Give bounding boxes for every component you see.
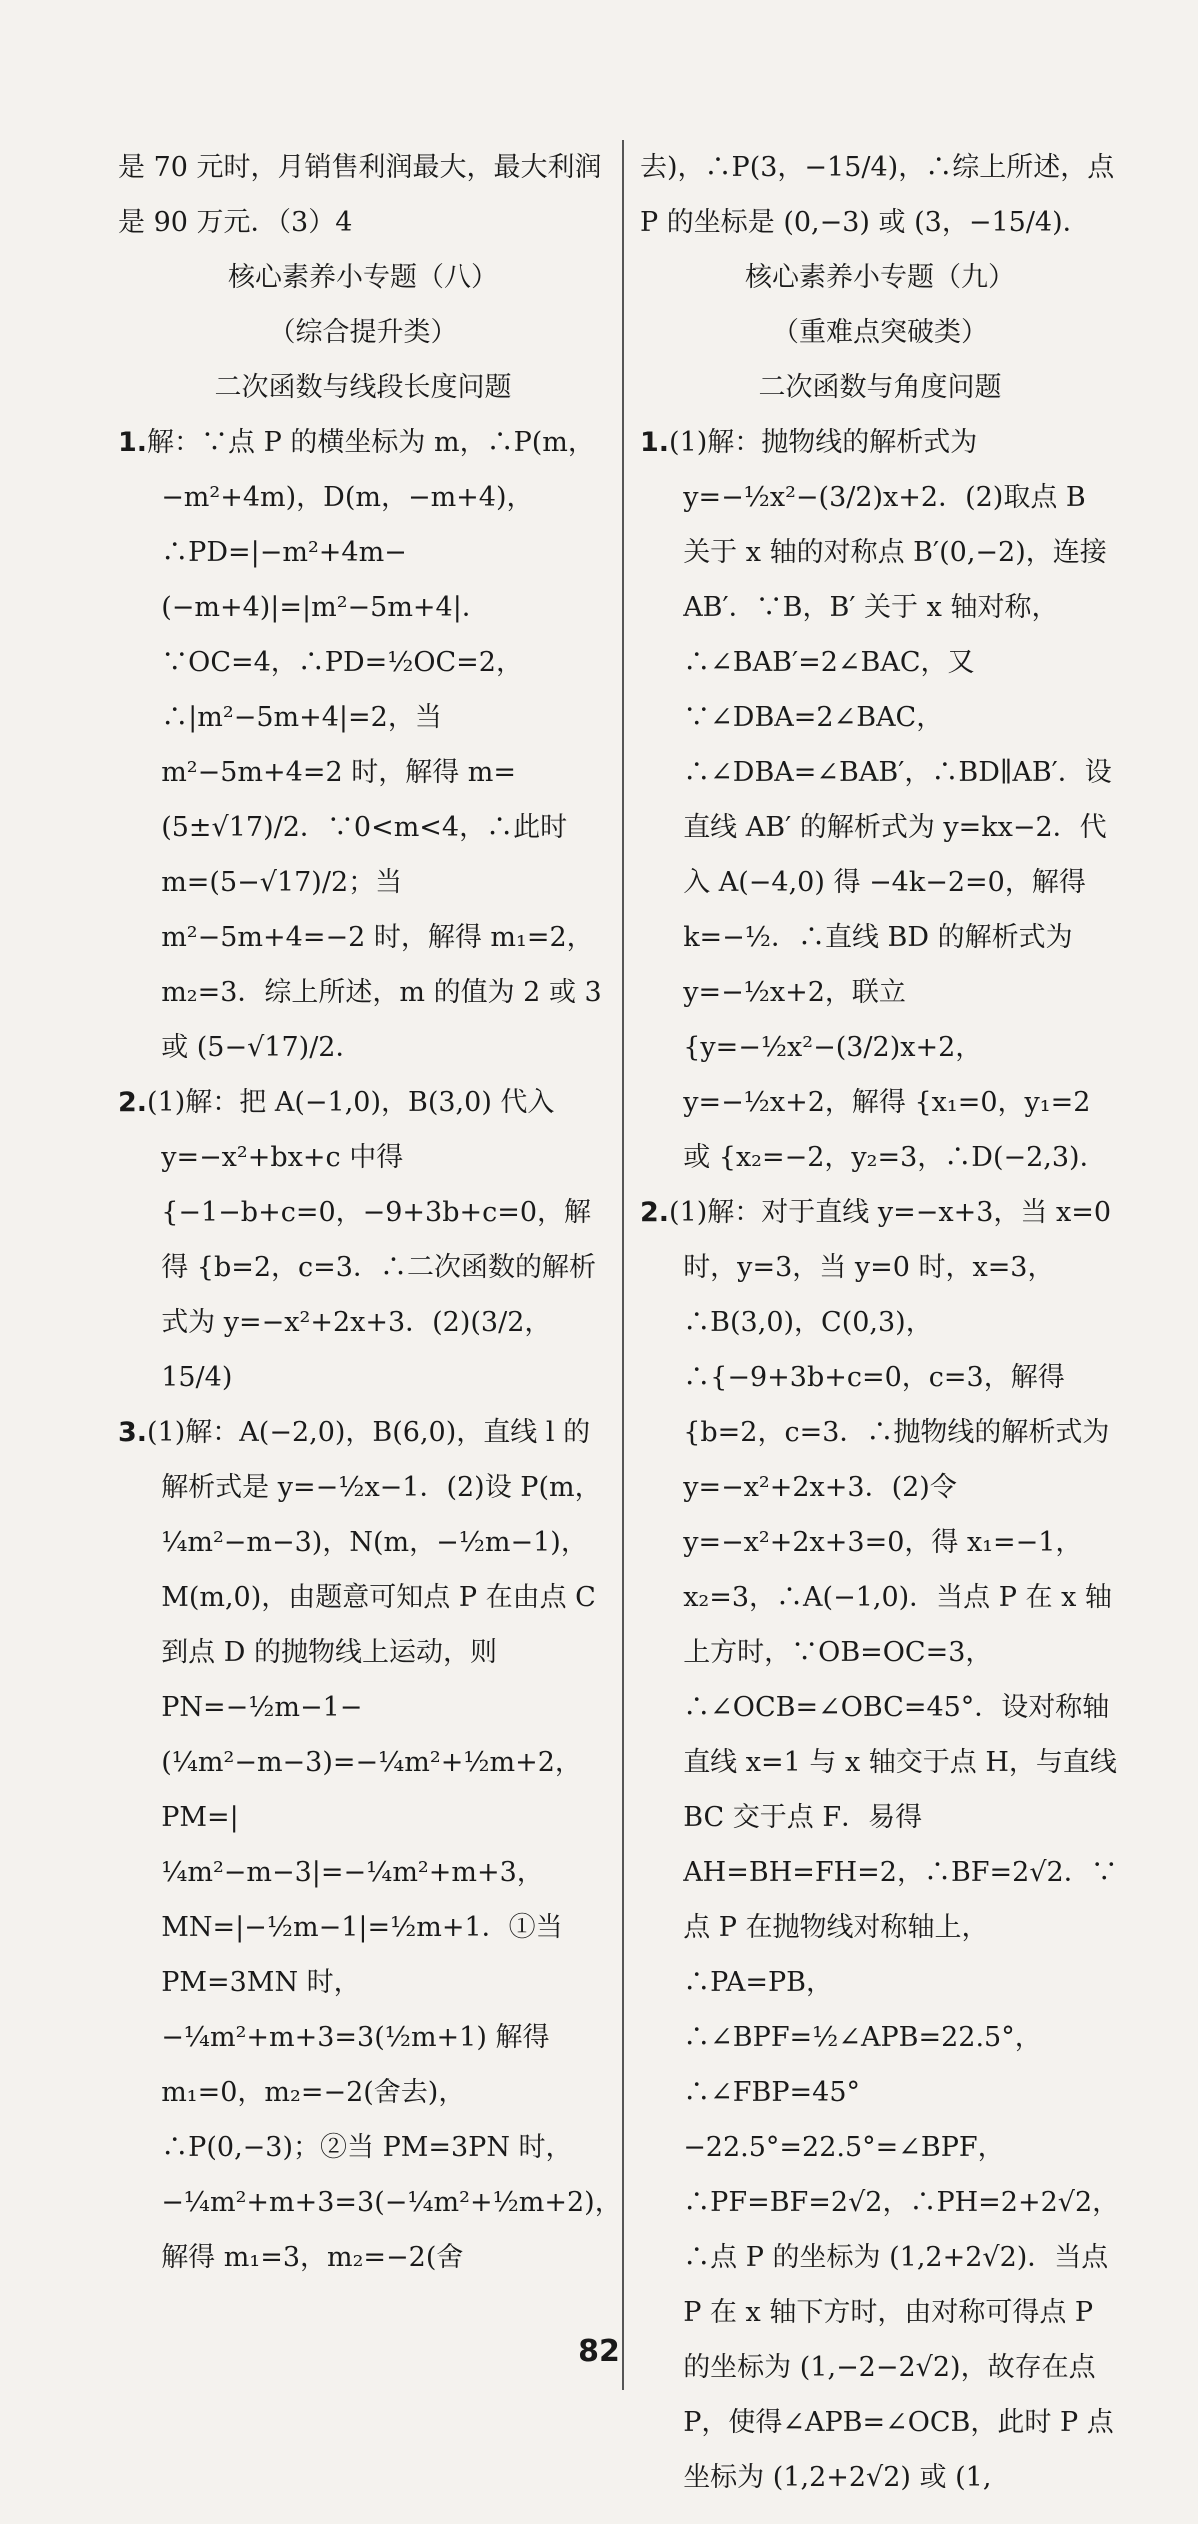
item-text: (1)解：A(−2,0)，B(6,0)，直线 l 的解析式是 y=−½x−1．(2)设 P(m，¼m²−m−3)，N(m，−½m−1)，M(m,0)，由题意可知点 P 在由点 C 到点 D 的抛物线上运动，则 PN=−½m−1−(¼m²−m−3)=−¼m²+½m+2，PM=|¼m²−m−3|=−¼m²+m+3，MN=|−½m−1|=½m+1．①当 PM=3MN 时，−¼m²+m+3=3(½m+1) 解得 m₁=0，m₂=−2(舍去)，∴P(0,−3)；②当 PM=3PN 时，−¼m²+m+3=3(−¼m²+½m+2)，解得 m₁=3，m₂=−2(舍 (147, 1417, 622, 2273)
left-section-subtitle: （综合提升类） (268, 317, 458, 348)
item-number: 2. (640, 1197, 670, 1228)
left-column (118, 140, 622, 2285)
page-number: 82 (578, 2334, 620, 2369)
left-section-topic: 二次函数与线段长度问题 (214, 372, 512, 403)
left-item-1 (118, 415, 608, 1075)
right-section-topic: 二次函数与角度问题 (758, 372, 1002, 403)
right-section-title: 核心素养小专题（九） (745, 262, 1015, 293)
item-number: 1. (118, 427, 148, 458)
item-number: 1. (640, 427, 670, 458)
right-section-subtitle: （重难点突破类） (772, 317, 988, 348)
item-text: (1)解：抛物线的解析式为 y=−½x²−(3/2)x+2．(2)取点 B 关于 x 轴的对称点 B′(0,−2)，连接 AB′．∵B，B′ 关于 x 轴对称，∴∠BAB′=2∠BAC，又∵∠DBA=2∠BAC，∴∠DBA=∠BAB′，∴BD∥AB′．设直线 AB′ 的解析式为 y=kx−2．代入 A(−4,0) 得 −4k−2=0，解得 k=−½．∴直线 BD 的解析式为 y=−½x+2，联立 {y=−½x²−(3/2)x+2，y=−½x+2，解得 {x₁=0，y₁=2 或 {x₂=−2，y₂=3，∴D(−2,3)． (669, 427, 1112, 1173)
item-number: 3. (118, 1417, 148, 1448)
right-item-1 (640, 415, 1120, 1185)
item-text: (1)解：把 A(−1,0)，B(3,0) 代入 y=−x²+bx+c 中得 {−1−b+c=0，−9+3b+c=0，解得 {b=2，c=3．∴二次函数的解析式为 y=−x²+2x+3．(2)(3/2，15/4) (147, 1087, 596, 1393)
item-number: 2. (118, 1087, 148, 1118)
left-item-2 (118, 1075, 608, 1405)
left-intro: 是 70 元时，月销售利润最大，最大利润是 90 万元．（3）4 (118, 152, 602, 238)
left-section-title: 核心素养小专题（八） (228, 262, 498, 293)
right-item-2 (640, 1185, 1120, 2505)
right-column (640, 140, 1120, 2505)
item-text: (1)解：对于直线 y=−x+3，当 x=0 时，y=3，当 y=0 时，x=3，∴B(3,0)，C(0,3)，∴{−9+3b+c=0，c=3，解得 {b=2，c=3．∴抛物线的解析式为 y=−x²+2x+3．(2)令 y=−x²+2x+3=0，得 x₁=−1，x₂=3，∴A(−1,0)．当点 P 在 x 轴上方时，∵OB=OC=3，∴∠OCB=∠OBC=45°．设对称轴直线 x=1 与 x 轴交于点 H，与直线 BC 交于点 F．易得 AH=BH=FH=2，∴BF=2√2．∵点 P 在抛物线对称轴上，∴PA=PB，∴∠BPF=½∠APB=22.5°，∴∠FBP=45°−22.5°=22.5°=∠BPF，∴PF=BF=2√2，∴PH=2+2√2，∴点 P 的坐标为 (1,2+2√2)．当点 P 在 x 轴下方时，由对称可得点 P 的坐标为 (1,−2−2√2)，故存在点 P，使得∠APB=∠OCB，此时 P 点坐标为 (1,2+2√2) 或 (1, (669, 1197, 1120, 2493)
right-intro: 去)，∴P(3，−15/4)，∴综上所述，点 P 的坐标是 (0,−3) 或 (3，−15/4)． (640, 152, 1115, 238)
item-text: 解：∵点 P 的横坐标为 m，∴P(m，−m²+4m)，D(m，−m+4)，∴PD=|−m²+4m−(−m+4)|=|m²−5m+4|．∵OC=4，∴PD=½OC=2，∴|m²−5m+4|=2，当 m²−5m+4=2 时，解得 m=(5±√17)/2．∵0<m<4，∴此时 m=(5−√17)/2；当 m²−5m+4=−2 时，解得 m₁=2，m₂=3．综上所述，m 的值为 2 或 3 或 (5−√17)/2． (147, 427, 602, 1063)
left-item-3 (118, 1405, 622, 2285)
column-divider (622, 140, 624, 2390)
